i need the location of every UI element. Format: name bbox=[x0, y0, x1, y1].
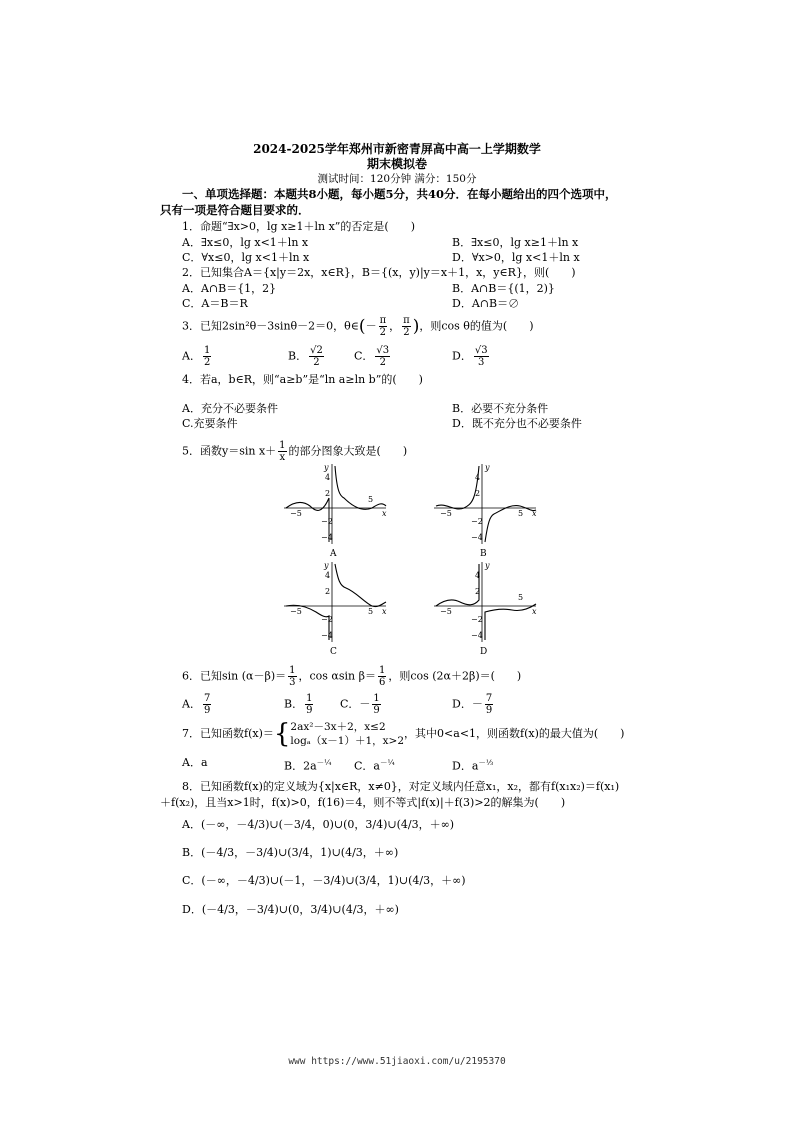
y-label: y bbox=[485, 463, 490, 472]
graph-option-b bbox=[432, 462, 538, 558]
graph-option-a bbox=[282, 462, 388, 558]
q8-option-a: A．(－∞，－4/3)∪(－3/4，0)∪(0，3/4)∪(4/3，＋∞) bbox=[182, 818, 455, 831]
q1-stem: 1．命题“∃x>0，lg x≥1＋ln x”的否定是( ) bbox=[182, 220, 415, 233]
q4-stem: 4．若a，b∈R，则“a≥b”是“ln a≥ln b”的( ) bbox=[182, 373, 423, 386]
tick-pos5: 5 bbox=[518, 509, 524, 518]
tick-m4: −4 bbox=[471, 533, 483, 542]
q3-stem: 3．已知2sin²θ－3sinθ－2＝0，θ∈(－ $\frac{\pi}{2}$ ， $\frac{\pi}{2}$ )，则cos θ的值为( ) bbox=[182, 315, 534, 338]
q1-option-a: A．∃x≤0，lg x<1＋ln x bbox=[182, 236, 309, 249]
q7-option-c: C．$a^{-\frac{1}{4}}$ bbox=[354, 758, 395, 773]
tick-2: 2 bbox=[325, 587, 331, 596]
q7-option-a: A．a bbox=[182, 756, 208, 769]
tick-2: 2 bbox=[475, 489, 481, 498]
tick-4: 4 bbox=[325, 473, 331, 482]
q6-option-b: B． $\frac{1}{9}$ bbox=[284, 693, 313, 716]
tick-4: 4 bbox=[325, 571, 331, 580]
exam-meta: 测试时间：120分钟 满分：150分 bbox=[317, 173, 477, 185]
curve-right bbox=[335, 466, 386, 509]
q3-option-a: A． $\frac{1}{2}$ bbox=[182, 345, 211, 368]
q1-option-d: D．∀x>0，lg x<1＋ln x bbox=[452, 251, 580, 264]
q1-option-b: B．∃x≤0，lg x≥1＋ln x bbox=[452, 236, 579, 249]
y-label: y bbox=[324, 463, 329, 472]
q2-stem: 2．已知集合A＝{x|y＝2x，x∈R}，B＝{(x，y)|y＝x＋1，x，y∈R}，则( ) bbox=[182, 266, 576, 279]
q7-option-b: B．$2a^{-\frac{1}{4}}$ bbox=[284, 758, 332, 773]
tick-neg5: −5 bbox=[440, 607, 452, 616]
q2-option-c: C．A＝B＝R bbox=[182, 297, 248, 310]
q8-option-c: C．(－∞，－4/3)∪(－1，－3/4)∪(3/4，1)∪(4/3，＋∞) bbox=[182, 874, 466, 887]
exam-title: 2024-2025学年郑州市新密青屏高中高一上学期数学 bbox=[253, 142, 541, 156]
q7-option-d: D．$a^{-\frac{1}{3}}$ bbox=[452, 758, 494, 773]
q8-option-d: D．(－4/3，－3/4)∪(0，3/4)∪(4/3，＋∞) bbox=[182, 903, 399, 916]
section-heading: 一、单项选择题：本题共8小题，每小题5分，共40分．在每小题给出的四个选项中， bbox=[182, 187, 617, 201]
q7-case-2: logₐ（x－1）＋1，x>2 bbox=[290, 735, 405, 747]
tick-pos5: 5 bbox=[368, 607, 374, 616]
q4-option-b: B．必要不充分条件 bbox=[452, 402, 549, 415]
q7-stem: 7．已知函数f(x)＝{2ax²－3x＋2，x≤2 logₐ（x－1）＋1，x>2，其中0<a<1，则函数f(x)的最大值为( ) bbox=[182, 719, 625, 749]
tick-2: 2 bbox=[325, 489, 331, 498]
q6-option-c: C．－ $\frac{1}{9}$ bbox=[340, 693, 380, 716]
tick-m4: −4 bbox=[321, 533, 333, 542]
q3-option-d: D． $\frac{√3}{3}$ bbox=[452, 345, 488, 368]
x-label: x bbox=[382, 607, 387, 616]
tick-m4: −4 bbox=[471, 631, 483, 640]
graph-option-d bbox=[432, 560, 538, 656]
q2-option-a: A．A∩B＝{1，2} bbox=[182, 282, 277, 295]
q3-option-b: B． $\frac{√2}{2}$ bbox=[288, 345, 323, 368]
curve-left bbox=[436, 564, 479, 606]
curve-right bbox=[335, 564, 386, 607]
q7-case-1: 2ax²－3x＋2，x≤2 bbox=[290, 721, 386, 733]
q6-option-a: A． $\frac{7}{9}$ bbox=[182, 693, 211, 716]
x-label: x bbox=[382, 509, 387, 518]
tick-neg5: −5 bbox=[440, 509, 452, 518]
tick-m4: −4 bbox=[321, 631, 333, 640]
curve-right bbox=[485, 506, 536, 542]
q1-option-c: C．∀x≤0，lg x<1＋ln x bbox=[182, 251, 310, 264]
tick-m2: −2 bbox=[471, 517, 483, 526]
tick-4: 4 bbox=[475, 473, 481, 482]
x-label: x bbox=[532, 607, 537, 616]
q8-option-b: B．(－4/3，－3/4)∪(3/4，1)∪(4/3，＋∞) bbox=[182, 846, 399, 859]
tick-pos5: 5 bbox=[518, 593, 524, 602]
tick-neg5: −5 bbox=[290, 509, 302, 518]
tick-2: 2 bbox=[475, 587, 481, 596]
tick-pos5: 5 bbox=[368, 495, 374, 504]
q8-stem-cont: ＋f(x₂)，且当x>1时，f(x)>0，f(16)＝4，则不等式|f(x)|＋f(3)>2的解集为( ) bbox=[160, 796, 566, 809]
curve-left bbox=[436, 466, 479, 509]
y-label: y bbox=[324, 561, 329, 570]
graph-label-c: C bbox=[330, 647, 337, 656]
graph-option-c bbox=[282, 560, 388, 656]
q2-option-b: B．A∩B＝{(1，2)} bbox=[452, 282, 555, 295]
graph-label-b: B bbox=[480, 549, 487, 558]
q8-stem: 8．已知函数f(x)的定义域为{x|x∈R，x≠0}，对定义域内任意x₁，x₂，都有f(x₁x₂)＝f(x₁) bbox=[182, 780, 620, 793]
q4-option-d: D．既不充分也不必要条件 bbox=[452, 417, 582, 430]
tick-m2: −2 bbox=[321, 615, 333, 624]
q6-stem: 6．已知sin (α－β)＝ $\frac{1}{3}$ ，cos αsin β＝ $\frac{1}{6}$ ，则cos (2α＋2β)＝( ) bbox=[182, 665, 522, 688]
q5-stem: 5．函数y＝sin x＋ $\frac{1}{x}$ 的部分图象大致是( ) bbox=[182, 440, 408, 463]
section-heading-cont: 只有一项是符合题目要求的． bbox=[160, 203, 310, 217]
graph-label-d: D bbox=[480, 647, 488, 656]
tick-neg5: −5 bbox=[290, 607, 302, 616]
y-label: y bbox=[485, 561, 490, 570]
tick-m2: −2 bbox=[471, 615, 483, 624]
curve-right bbox=[485, 604, 536, 640]
q3-option-c: C． $\frac{√3}{2}$ bbox=[354, 345, 390, 368]
q6-option-d: D．－ $\frac{7}{9}$ bbox=[452, 693, 493, 716]
graph-label-a: A bbox=[330, 549, 337, 558]
x-label: x bbox=[532, 509, 537, 518]
tick-4: 4 bbox=[475, 571, 481, 580]
tick-m2: −2 bbox=[321, 517, 333, 526]
exam-subtitle: 期末模拟卷 bbox=[366, 157, 427, 171]
q2-option-d: D．A∩B＝∅ bbox=[452, 297, 520, 310]
source-url: www https://www.51jiaoxi.com/u/2195370 bbox=[288, 1056, 506, 1067]
q4-option-c: C.充要条件 bbox=[182, 417, 238, 430]
q4-option-a: A．充分不必要条件 bbox=[182, 402, 278, 415]
